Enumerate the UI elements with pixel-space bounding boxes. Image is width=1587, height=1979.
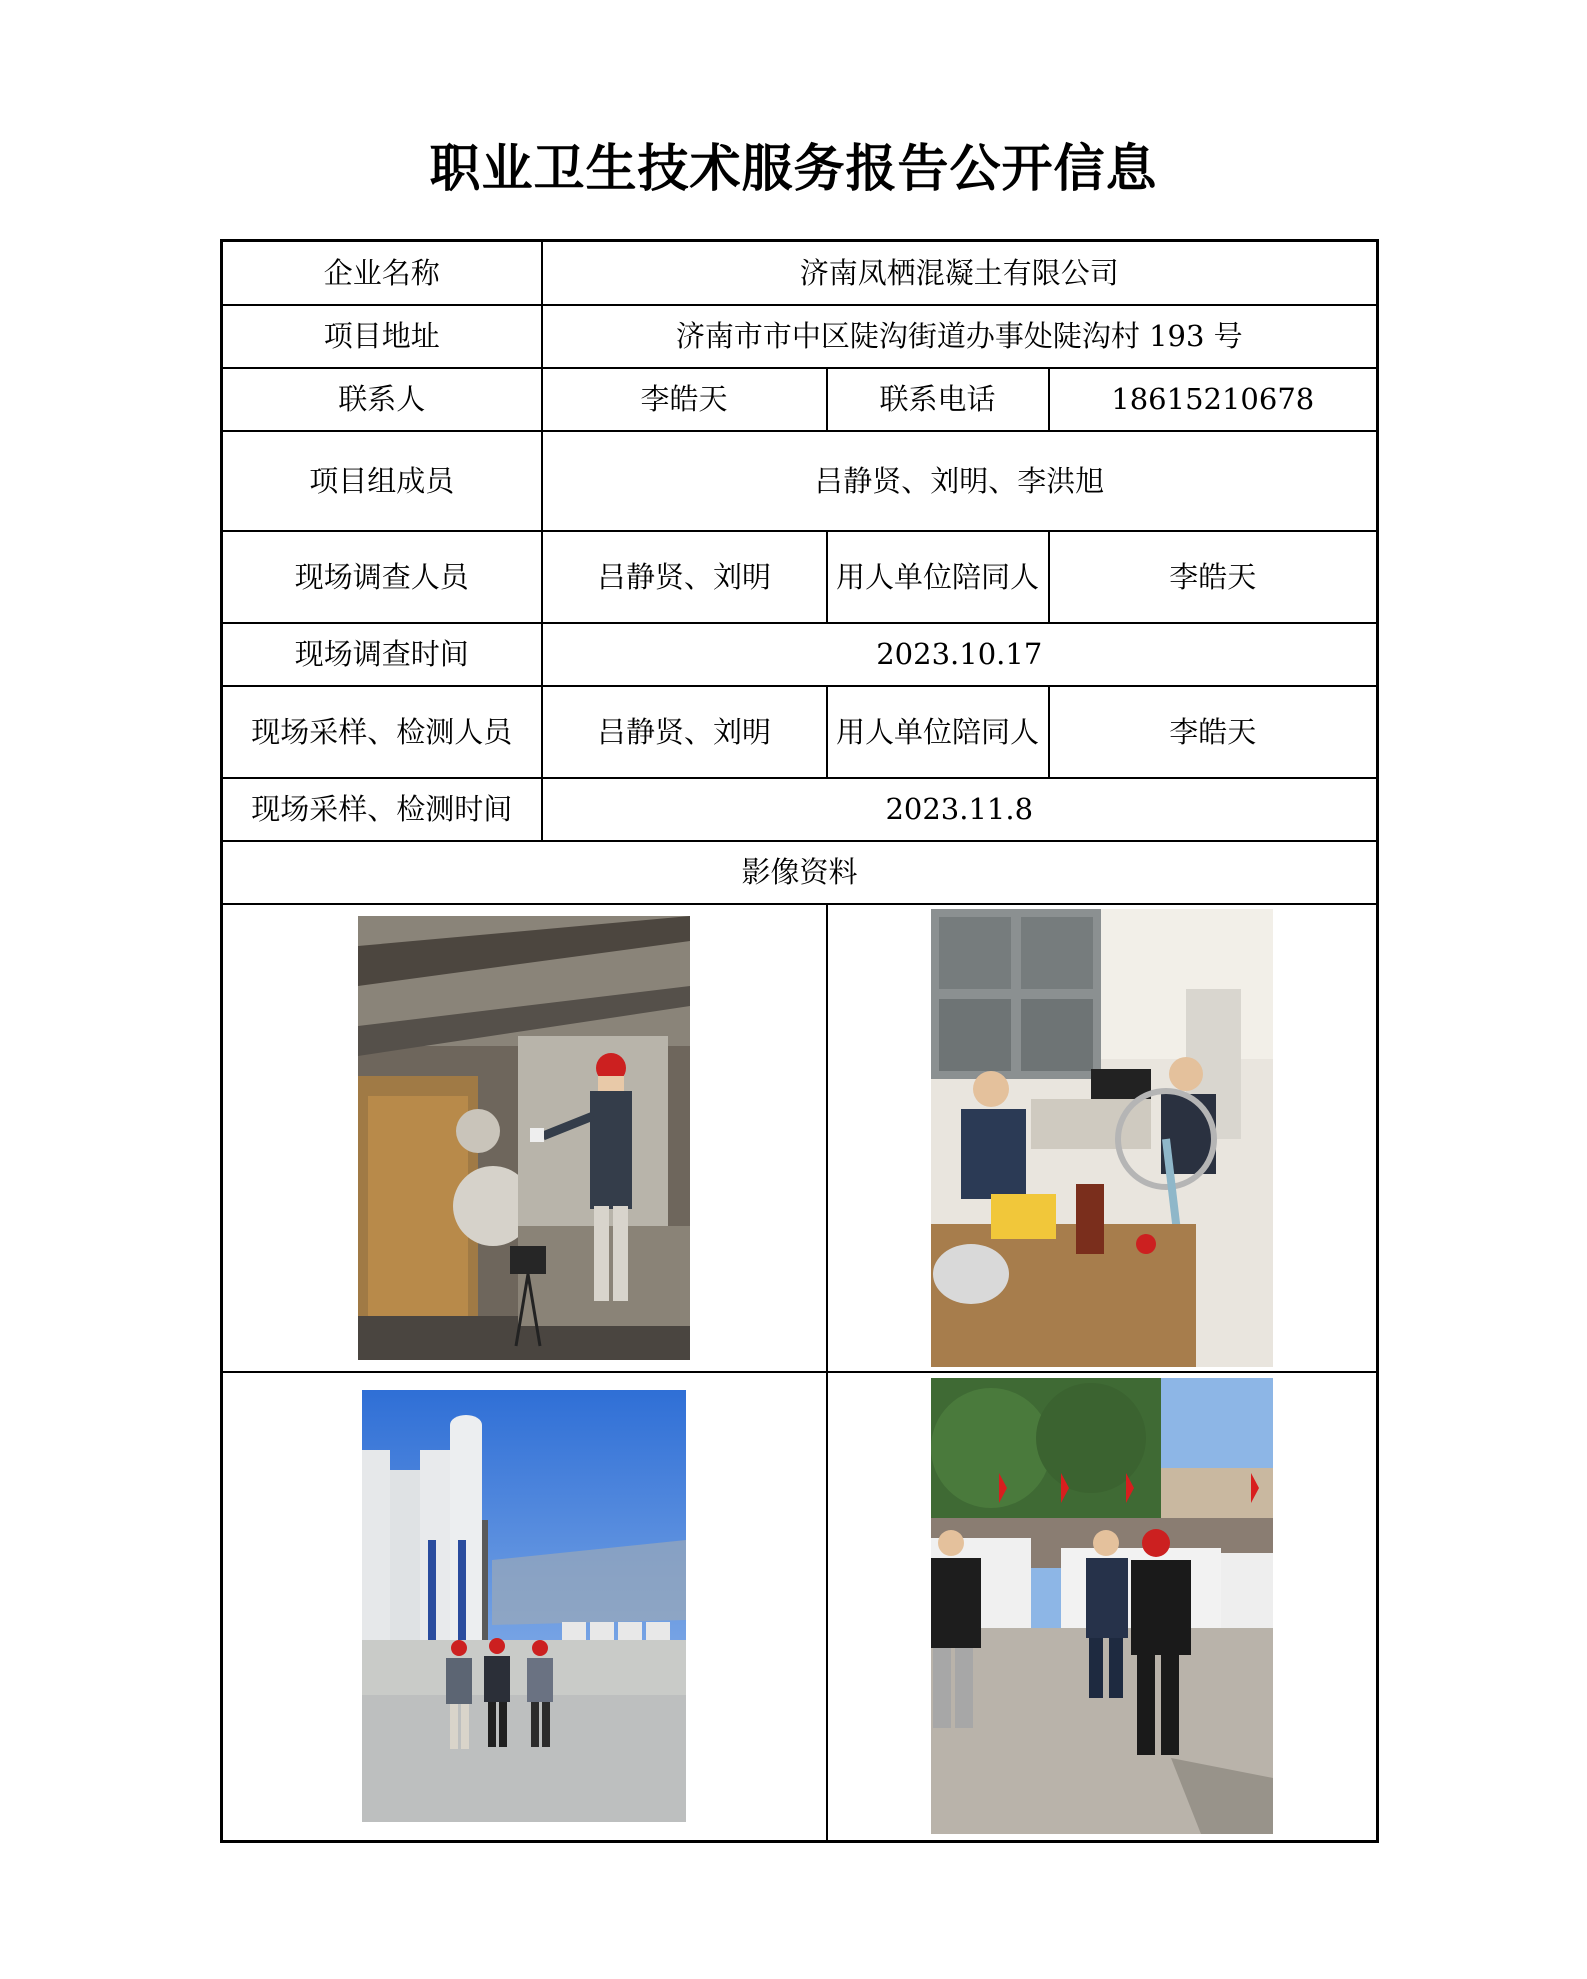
row-survey-staff	[222, 531, 1378, 623]
row-images-header	[222, 841, 1378, 904]
photo-cell-4	[827, 1372, 1378, 1842]
survey-escort-value: 李皓天	[1049, 531, 1378, 623]
survey-time-value: 2023.10.17	[542, 623, 1378, 686]
address-value: 济南市市中区陡沟街道办事处陡沟村 193 号	[542, 305, 1378, 368]
row-photos-1	[222, 904, 1378, 1372]
photo-worker-measuring-in-plant	[358, 916, 690, 1360]
sampling-time-label: 现场采样、检测时间	[222, 778, 542, 841]
phone-value: 18615210678	[1049, 368, 1378, 431]
photo-cell-3	[222, 1372, 827, 1842]
info-table	[220, 239, 1379, 1843]
photo-staff-in-front-of-silos	[362, 1390, 686, 1822]
survey-staff-label: 现场调查人员	[222, 531, 542, 623]
row-company	[222, 241, 1378, 305]
row-sampling-time	[222, 778, 1378, 841]
images-header: 影像资料	[222, 841, 1378, 904]
members-label: 项目组成员	[222, 431, 542, 531]
sampling-staff-value: 吕静贤、刘明	[542, 686, 827, 778]
survey-escort-label: 用人单位陪同人	[827, 531, 1049, 623]
row-contact	[222, 368, 1378, 431]
members-value: 吕静贤、刘明、李洪旭	[542, 431, 1378, 531]
page-title: 职业卫生技术服务报告公开信息	[429, 139, 1158, 199]
survey-time-label: 现场调查时间	[222, 623, 542, 686]
row-address	[222, 305, 1378, 368]
company-label: 企业名称	[222, 241, 542, 305]
survey-staff-value: 吕静贤、刘明	[542, 531, 827, 623]
photo-staff-in-office-with-equipment	[931, 909, 1273, 1367]
sampling-staff-label: 现场采样、检测人员	[222, 686, 542, 778]
sampling-time-value: 2023.11.8	[542, 778, 1378, 841]
contact-value: 李皓天	[542, 368, 827, 431]
photo-staff-at-company-gate	[931, 1378, 1273, 1834]
phone-label: 联系电话	[827, 368, 1049, 431]
photo-cell-2	[827, 904, 1378, 1372]
address-label: 项目地址	[222, 305, 542, 368]
row-photos-2	[222, 1372, 1378, 1842]
row-sampling-staff	[222, 686, 1378, 778]
photo-cell-1	[222, 904, 827, 1372]
sampling-escort-label: 用人单位陪同人	[827, 686, 1049, 778]
row-members	[222, 431, 1378, 531]
contact-label: 联系人	[222, 368, 542, 431]
row-survey-time	[222, 623, 1378, 686]
company-value: 济南凤栖混凝土有限公司	[542, 241, 1378, 305]
sampling-escort-value: 李皓天	[1049, 686, 1378, 778]
